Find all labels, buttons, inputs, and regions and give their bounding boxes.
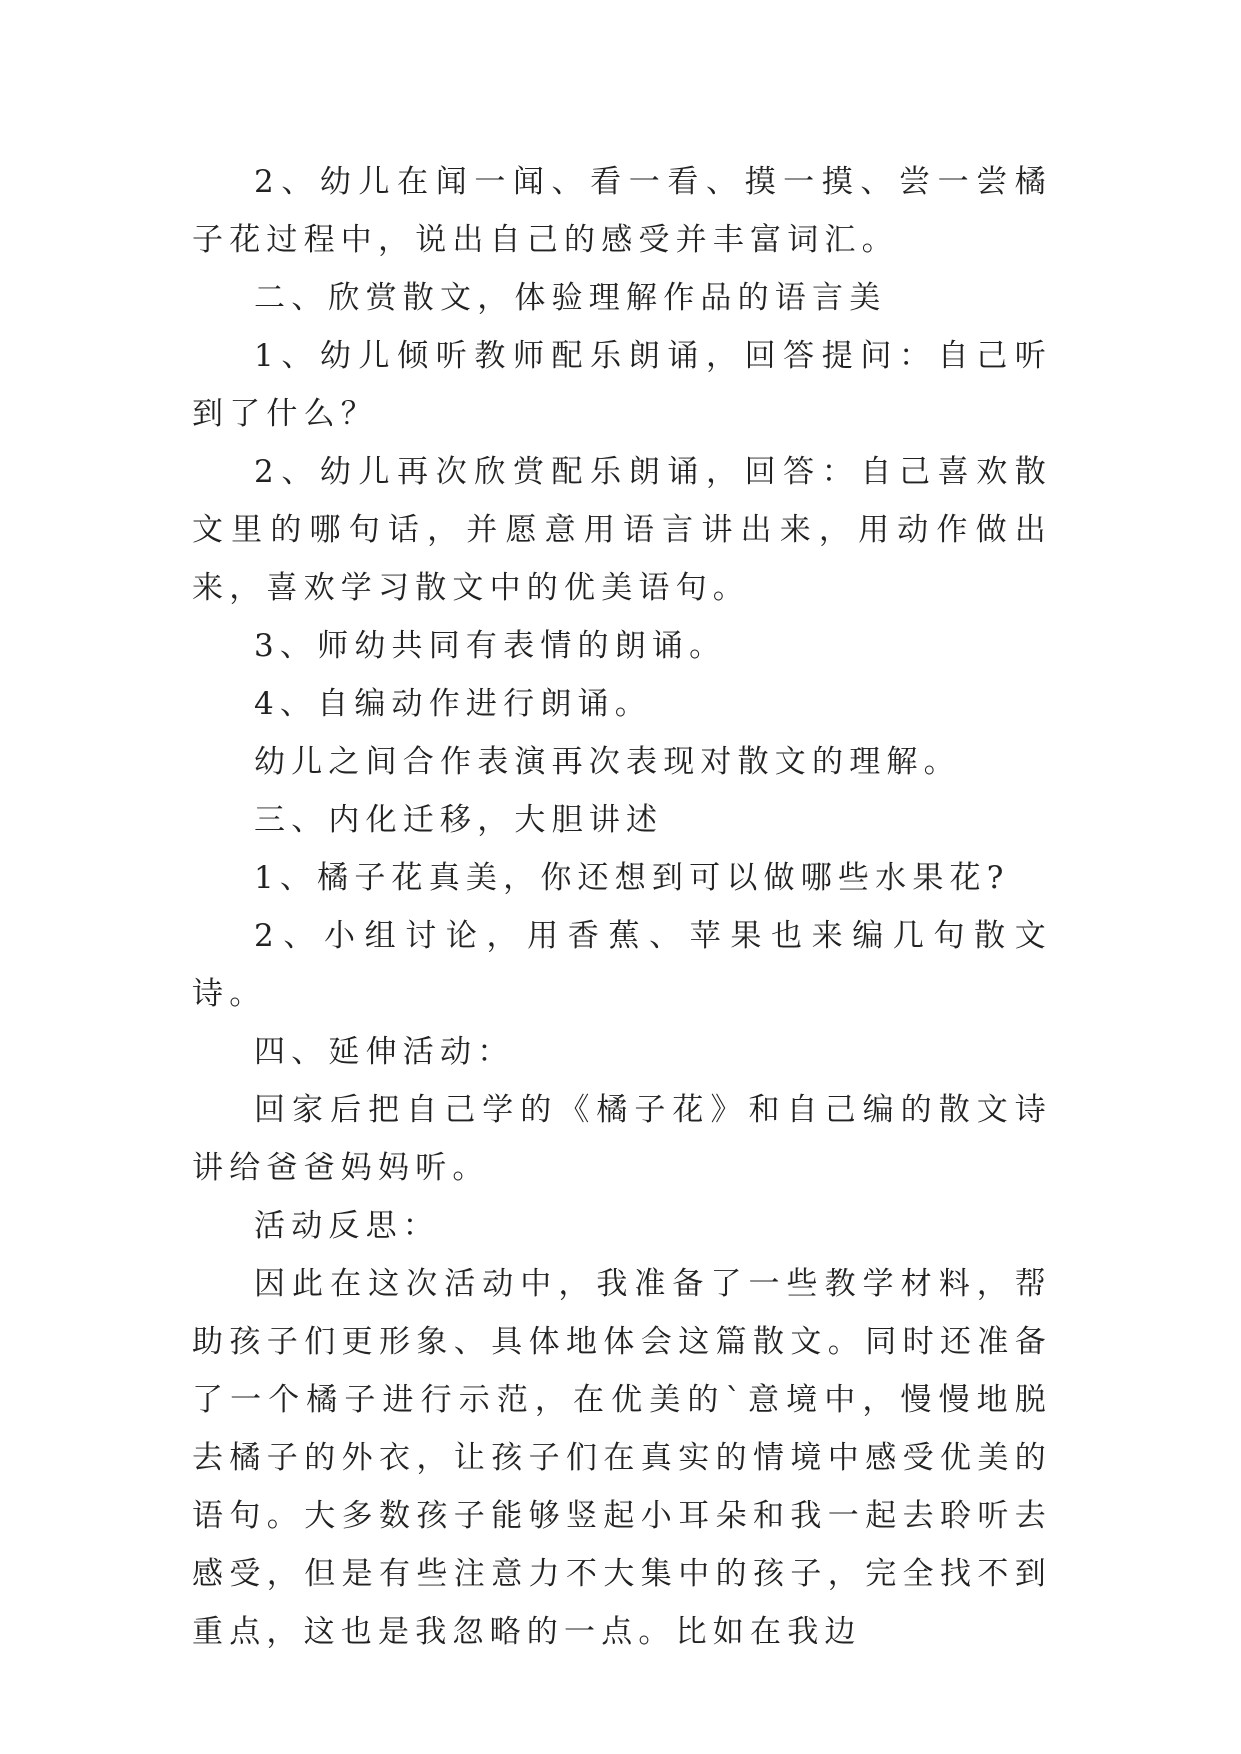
section-heading-internalize: 三、内化迁移，大胆讲述	[254, 802, 664, 838]
paragraph-step-2-sense: 2、幼儿在闻一闻、看一看、摸一摸、尝一尝橘子花过程中，说出自己的感受并丰富词汇。	[192, 164, 1052, 258]
section-heading-reflection: 活动反思：	[254, 1208, 440, 1244]
document-body	[192, 153, 1052, 1661]
paragraph-recite-together: 3、师幼共同有表情的朗诵。	[254, 628, 727, 664]
paragraph-fruit-flowers: 1、橘子花真美，你还想到可以做哪些水果花?	[254, 860, 1010, 896]
paragraph-reflection-body: 因此在这次活动中，我准备了一些教学材料，帮助孩子们更形象、具体地体会这篇散文。同时还准备了一个橘子进行示范，在优美的`意境中，慢慢地脱去橘子的外衣，让孩子们在真实的情境中感受优美的语句。大多数孩子能够竖起小耳朵和我一起去聆听去感受，但是有些注意力不大集中的孩子，完全找不到重点，这也是我忽略的一点。比如在我边	[192, 1266, 1052, 1650]
paragraph-listen-recital: 1、幼儿倾听教师配乐朗诵，回答提问：自己听到了什么？	[192, 338, 1052, 432]
paragraph-self-actions: 4、自编动作进行朗诵。	[254, 686, 652, 722]
paragraph-group-discussion: 2、小组讨论，用香蕉、苹果也来编几句散文诗。	[192, 918, 1052, 1012]
paragraph-cooperate-perform: 幼儿之间合作表演再次表现对散文的理解。	[254, 744, 961, 780]
section-heading-appreciate: 二、欣赏散文，体验理解作品的语言美	[254, 280, 887, 316]
section-heading-extension: 四、延伸活动：	[254, 1034, 515, 1070]
paragraph-appreciate-again: 2、幼儿再次欣赏配乐朗诵，回答：自己喜欢散文里的哪句话，并愿意用语言讲出来，用动作做出来，喜欢学习散文中的优美语句。	[192, 454, 1052, 606]
paragraph-home-retell: 回家后把自己学的《橘子花》和自己编的散文诗讲给爸爸妈妈听。	[192, 1092, 1052, 1186]
